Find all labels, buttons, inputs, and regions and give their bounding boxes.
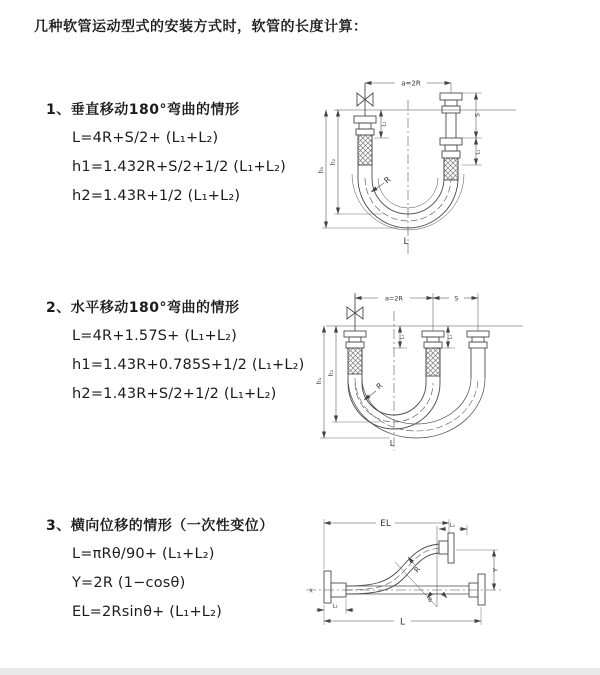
dim-label-el: EL (380, 519, 391, 529)
dim-label-x: X (309, 588, 313, 595)
dim-label-s: S (454, 294, 459, 303)
hose-end-fitting (324, 571, 346, 603)
diagram-lateral-displacement (296, 503, 596, 653)
dim-label-r: R (382, 174, 393, 186)
dim-label-l1: L₁ (447, 334, 454, 340)
dim-label-a2r: a=2R (401, 79, 421, 88)
formula-el: EL=2Rsinθ+ (L₁+L₂) (72, 604, 222, 620)
dim-label-h1: h₁ (316, 377, 323, 385)
hose-end-fitting-moved (439, 533, 454, 563)
page-title: 几种软管运动型式的安装方式时，软管的长度计算： (34, 19, 368, 35)
dim-label-l1: L₁ (475, 149, 482, 155)
dim-label-r: R (374, 380, 385, 392)
section-lateral-displacement (46, 515, 274, 633)
dim-label-h1: h₁ (318, 166, 325, 174)
section-1-heading: 1、垂直移动180°弯曲的情形 (46, 102, 240, 118)
dim-label-l: L (399, 617, 406, 628)
section-2-heading: 2、水平移动180°弯曲的情形 (46, 300, 240, 316)
diagram-horizontal-180 (308, 283, 598, 458)
dimension-lines (316, 519, 498, 625)
page-bottom-edge (0, 668, 600, 675)
dim-label-y: Y (491, 568, 500, 572)
hose-end-fitting (354, 116, 376, 178)
dimension-lines (320, 298, 478, 438)
formula-h2: h2=1.43R+S/2+1/2 (L₁+L₂) (72, 386, 277, 402)
hose-end-fitting (344, 331, 366, 383)
dim-label-h2: h₂ (330, 158, 337, 166)
dim-label-l1: L₁ (399, 334, 406, 340)
dim-label-r: R (412, 565, 423, 575)
hose-end-fitting (440, 83, 462, 180)
hose-u-bend-moved (348, 378, 485, 438)
diagram-vertical-180 (308, 68, 598, 263)
formula-length: L=πRθ/90+ (L₁+L₂) (72, 546, 215, 562)
formula-h2: h2=1.43R+1/2 (L₁+L₂) (72, 188, 241, 204)
hose-straight-position (346, 574, 485, 605)
dim-label-h2: h₂ (328, 369, 335, 377)
section-3-heading: 3、横向位移的情形（一次性变位） (46, 518, 274, 534)
braided-hose-section (358, 135, 372, 165)
dim-label-l1: L₁ (332, 603, 338, 610)
braided-hose-section (348, 348, 362, 374)
dim-label-l: L (389, 439, 395, 448)
hose-end-fitting-moved (467, 293, 489, 378)
section-vertical-180 (46, 99, 286, 217)
formula-y: Y=2R (1−cosθ) (72, 575, 186, 591)
hose-end-fitting (422, 293, 444, 383)
hose-s-curve (346, 544, 439, 594)
dim-label-l: L (403, 237, 409, 247)
dim-label-l1: L₁ (449, 523, 456, 529)
braided-hose-section (426, 348, 440, 376)
valve-icon (357, 83, 373, 116)
valve-icon (347, 293, 363, 331)
formula-h1: h1=1.43R+0.785S+1/2 (L₁+L₂) (72, 357, 305, 373)
dim-label-s: S (474, 113, 482, 117)
formula-h1: h1=1.432R+S/2+1/2 (L₁+L₂) (72, 159, 286, 175)
braided-hose-section (444, 158, 458, 180)
section-horizontal-180 (46, 297, 305, 415)
formula-length: L=4R+1.57S+ (L₁+L₂) (72, 328, 237, 344)
dim-label-a2r: a=2R (384, 294, 404, 303)
dim-label-theta: θ (428, 597, 432, 604)
dimension-lines (322, 83, 482, 228)
formula-length: L=4R+S/2+ (L₁+L₂) (72, 130, 219, 146)
dim-label-l1: L₁ (381, 121, 388, 127)
